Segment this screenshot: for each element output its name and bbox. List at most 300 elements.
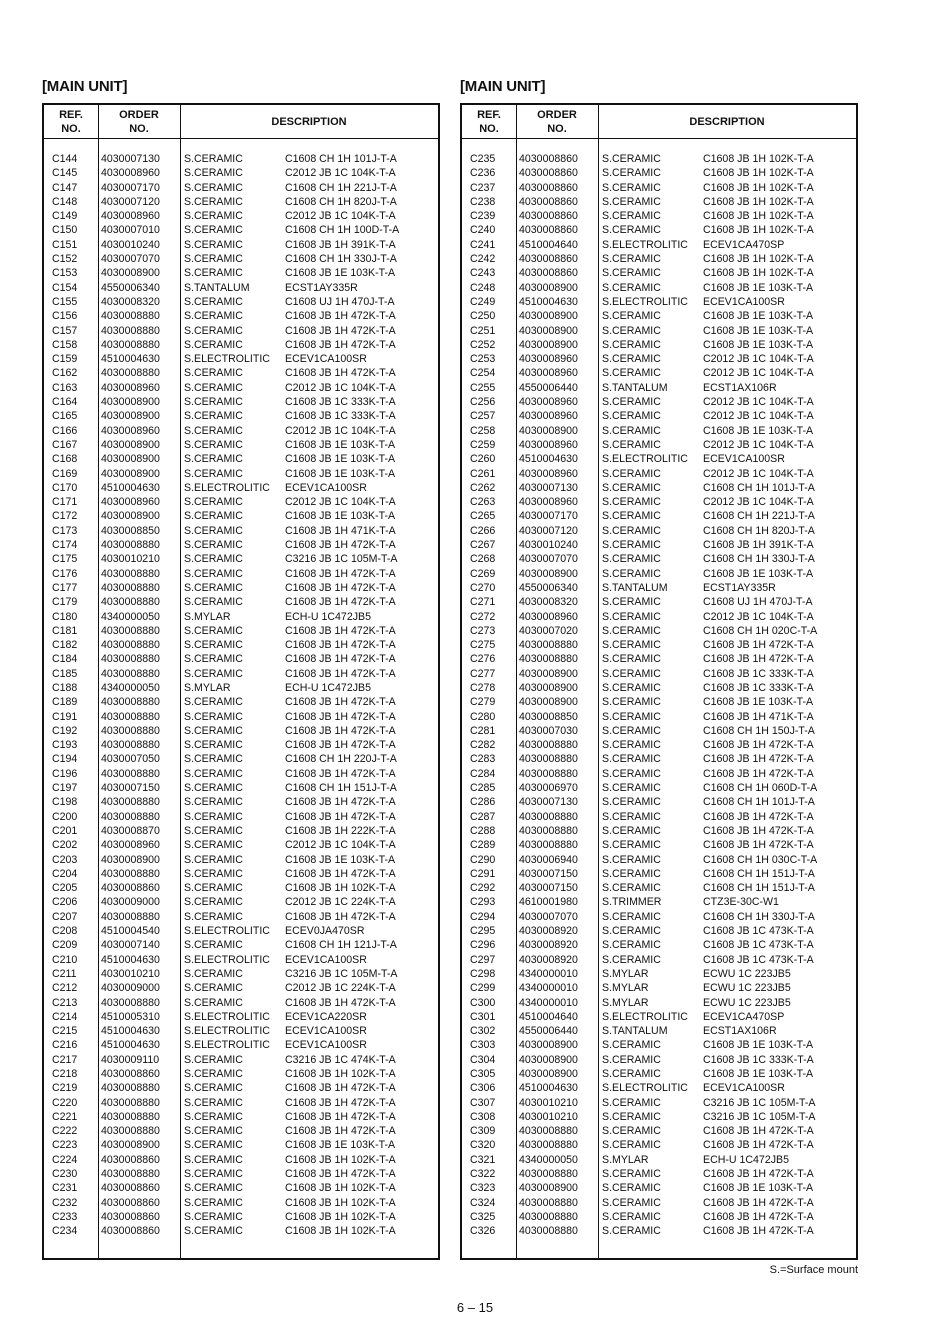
order-no-cell: 4030007150 bbox=[519, 882, 578, 895]
order-no-cell: 4030008960 bbox=[101, 496, 160, 509]
ref-no-cell: C206 bbox=[52, 896, 78, 909]
table-row bbox=[44, 209, 438, 223]
ref-no-cell: C282 bbox=[470, 739, 496, 752]
order-no-cell: 4030008860 bbox=[519, 267, 578, 280]
part-number-cell: C1608 JB 1H 472K-T-A bbox=[285, 696, 396, 709]
part-number-cell: C1608 JB 1E 103K-T-A bbox=[285, 1139, 396, 1152]
ref-no-cell: C294 bbox=[470, 910, 496, 923]
order-no-cell: 4030008960 bbox=[519, 367, 578, 380]
ref-no-cell: C185 bbox=[52, 667, 78, 680]
table-row bbox=[462, 581, 856, 595]
part-type-cell: S.CERAMIC bbox=[602, 167, 661, 180]
part-type-cell: S.CERAMIC bbox=[602, 438, 661, 451]
part-number-cell: C3216 JB 1C 105M-T-A bbox=[703, 1096, 816, 1109]
part-number-cell: C1608 CH 1H 220J-T-A bbox=[285, 753, 397, 766]
part-number-cell: C2012 JB 1C 104K-T-A bbox=[703, 367, 814, 380]
table-row bbox=[462, 324, 856, 338]
part-type-cell: S.CERAMIC bbox=[602, 310, 661, 323]
part-number-cell: C1608 JB 1H 472K-T-A bbox=[703, 739, 814, 752]
table-row bbox=[44, 338, 438, 352]
part-number-cell: C1608 JB 1E 103K-T-A bbox=[703, 696, 814, 709]
table-row bbox=[44, 495, 438, 509]
order-no-cell: 4030008960 bbox=[101, 210, 160, 223]
part-number-cell: C1608 JB 1E 103K-T-A bbox=[703, 567, 814, 580]
part-type-cell: S.CERAMIC bbox=[184, 667, 243, 680]
table-row bbox=[44, 895, 438, 909]
part-number-cell: ECEV1CA100SR bbox=[285, 353, 367, 366]
table-row bbox=[44, 1096, 438, 1110]
part-type-cell: S.MYLAR bbox=[602, 982, 649, 995]
ref-no-cell: C184 bbox=[52, 653, 78, 666]
table-row bbox=[44, 624, 438, 638]
ref-no-cell: C177 bbox=[52, 581, 78, 594]
order-no-cell: 4030008960 bbox=[101, 839, 160, 852]
table-row bbox=[44, 381, 438, 395]
ref-no-cell: C164 bbox=[52, 396, 78, 409]
table-row bbox=[462, 509, 856, 523]
part-number-cell: C1608 JB 1H 472K-T-A bbox=[285, 1168, 396, 1181]
part-number-cell: C1608 CH 1H 151J-T-A bbox=[703, 882, 815, 895]
ref-no-cell: C212 bbox=[52, 982, 78, 995]
part-number-cell: C1608 CH 1H 101J-T-A bbox=[285, 153, 397, 165]
table-rows bbox=[44, 152, 438, 1239]
ref-no-cell: C237 bbox=[470, 181, 496, 194]
ref-no-cell: C242 bbox=[470, 253, 496, 266]
table-row bbox=[462, 1167, 856, 1181]
table-row bbox=[44, 409, 438, 423]
ref-no-cell: C292 bbox=[470, 882, 496, 895]
table-row bbox=[462, 567, 856, 581]
order-no-cell: 4030008880 bbox=[101, 596, 160, 609]
part-type-cell: S.CERAMIC bbox=[602, 1196, 661, 1209]
ref-no-cell: C270 bbox=[470, 581, 496, 594]
part-number-cell: C1608 JB 1C 333K-T-A bbox=[703, 1053, 814, 1066]
part-number-cell: ECEV1CA470SP bbox=[703, 238, 785, 251]
part-number-cell: C1608 JB 1H 102K-T-A bbox=[703, 167, 814, 180]
part-number-cell: C1608 JB 1C 333K-T-A bbox=[703, 681, 814, 694]
order-no-cell: 4030008880 bbox=[519, 767, 578, 780]
table-row bbox=[44, 953, 438, 967]
table-row bbox=[462, 395, 856, 409]
part-type-cell: S.CERAMIC bbox=[184, 338, 243, 351]
part-type-cell: S.CERAMIC bbox=[184, 753, 243, 766]
part-type-cell: S.CERAMIC bbox=[602, 1110, 661, 1123]
part-number-cell: C2012 JB 1C 104K-T-A bbox=[285, 424, 396, 437]
table-row bbox=[462, 438, 856, 452]
part-number-cell: C1608 JB 1H 472K-T-A bbox=[285, 1110, 396, 1123]
ref-no-cell: C168 bbox=[52, 453, 78, 466]
ref-no-cell: C262 bbox=[470, 481, 496, 494]
ref-no-cell: C253 bbox=[470, 353, 496, 366]
ref-no-cell: C289 bbox=[470, 839, 496, 852]
table-row bbox=[44, 795, 438, 809]
table-row bbox=[462, 209, 856, 223]
part-number-cell: C1608 CH 1H 151J-T-A bbox=[285, 782, 397, 795]
ref-no-cell: C150 bbox=[52, 224, 78, 237]
table-row bbox=[462, 910, 856, 924]
table-row bbox=[462, 409, 856, 423]
ref-no-cell: C277 bbox=[470, 667, 496, 680]
order-no-cell: 4030008900 bbox=[101, 410, 160, 423]
order-no-cell: 4030008850 bbox=[519, 710, 578, 723]
ref-no-cell: C297 bbox=[470, 953, 496, 966]
part-number-cell: C1608 CH 1H 020C-T-A bbox=[703, 624, 818, 637]
table-row bbox=[462, 1067, 856, 1081]
order-no-cell: 4030008900 bbox=[101, 438, 160, 451]
order-no-cell: 4030008880 bbox=[519, 739, 578, 752]
order-no-cell: 4030008880 bbox=[519, 653, 578, 666]
ref-no-cell: C176 bbox=[52, 567, 78, 580]
ref-no-cell: C211 bbox=[52, 967, 77, 980]
part-number-cell: C1608 CH 1H 150J-T-A bbox=[703, 724, 815, 737]
part-type-cell: S.CERAMIC bbox=[184, 1053, 243, 1066]
part-number-cell: C1608 JB 1C 473K-T-A bbox=[703, 939, 814, 952]
part-number-cell: C2012 JB 1C 224K-T-A bbox=[285, 982, 396, 995]
part-type-cell: S.ELECTROLITIC bbox=[602, 295, 688, 308]
table-row bbox=[44, 1081, 438, 1095]
order-no-cell: 4030007050 bbox=[101, 753, 160, 766]
part-type-cell: S.CERAMIC bbox=[602, 1068, 661, 1080]
order-no-cell: 4030008860 bbox=[101, 1210, 160, 1223]
order-no-cell: 4030008860 bbox=[519, 181, 578, 194]
part-number-cell: C1608 JB 1H 391K-T-A bbox=[285, 238, 396, 251]
part-number-cell: C1608 JB 1C 473K-T-A bbox=[703, 925, 814, 938]
table-row bbox=[462, 795, 856, 809]
order-no-cell: 4030008960 bbox=[519, 467, 578, 480]
part-number-cell: C1608 JB 1H 472K-T-A bbox=[285, 310, 396, 323]
order-no-cell: 4030007140 bbox=[101, 939, 160, 952]
table-row bbox=[44, 710, 438, 724]
order-no-cell: 4030008860 bbox=[101, 882, 160, 895]
order-no-cell: 4340000050 bbox=[101, 681, 160, 694]
part-type-cell: S.CERAMIC bbox=[602, 324, 661, 337]
order-no-cell: 4030008880 bbox=[101, 653, 160, 666]
part-number-cell: ECEV1CA100SR bbox=[703, 1082, 785, 1095]
order-no-cell: 4030008860 bbox=[101, 1153, 160, 1166]
part-type-cell: S.CERAMIC bbox=[184, 553, 243, 566]
part-type-cell: S.CERAMIC bbox=[184, 367, 243, 380]
ref-no-cell: C302 bbox=[470, 1025, 496, 1038]
part-type-cell: S.CERAMIC bbox=[184, 295, 243, 308]
part-number-cell: C1608 JB 1E 103K-T-A bbox=[285, 853, 396, 866]
part-number-cell: ECEV1CA100SR bbox=[703, 295, 785, 308]
order-no-cell: 4030008320 bbox=[101, 295, 160, 308]
order-no-cell: 4030008880 bbox=[101, 367, 160, 380]
ref-no-cell: C217 bbox=[52, 1053, 78, 1066]
ref-no-cell: C235 bbox=[470, 153, 496, 165]
part-type-cell: S.TANTALUM bbox=[602, 1025, 668, 1038]
order-no-cell: 4030008860 bbox=[101, 1225, 160, 1238]
order-no-cell: 4030007150 bbox=[519, 867, 578, 880]
order-no-cell: 4030009110 bbox=[101, 1053, 160, 1066]
part-number-cell: C3216 JB 1C 105M-T-A bbox=[703, 1110, 816, 1123]
order-no-cell: 4340000050 bbox=[101, 610, 160, 623]
order-no-cell: 4030008880 bbox=[519, 753, 578, 766]
order-no-cell: 4030008960 bbox=[519, 396, 578, 409]
part-number-cell: C1608 JB 1H 472K-T-A bbox=[285, 867, 396, 880]
ref-no-cell: C234 bbox=[52, 1225, 78, 1238]
order-no-cell: 4030008960 bbox=[101, 424, 160, 437]
header-divider bbox=[44, 138, 438, 139]
part-type-cell: S.CERAMIC bbox=[602, 1210, 661, 1223]
table-row bbox=[462, 881, 856, 895]
ref-no-cell: C218 bbox=[52, 1068, 78, 1080]
part-type-cell: S.CERAMIC bbox=[184, 424, 243, 437]
ref-no-cell: C159 bbox=[52, 353, 78, 366]
part-number-cell: C1608 JB 1H 472K-T-A bbox=[285, 739, 396, 752]
part-type-cell: S.CERAMIC bbox=[602, 224, 661, 237]
table-row bbox=[44, 1224, 438, 1238]
part-number-cell: C1608 CH 1H 221J-T-A bbox=[285, 181, 397, 194]
part-number-cell: C1608 JB 1E 103K-T-A bbox=[703, 1039, 814, 1052]
part-type-cell: S.CERAMIC bbox=[184, 496, 243, 509]
ref-no-cell: C181 bbox=[52, 624, 78, 637]
table-row bbox=[44, 1038, 438, 1052]
part-type-cell: S.CERAMIC bbox=[602, 510, 661, 523]
order-no-cell: 4030008880 bbox=[101, 639, 160, 652]
part-type-cell: S.CERAMIC bbox=[184, 210, 243, 223]
order-no-cell: 4030008880 bbox=[101, 996, 160, 1009]
part-number-cell: C1608 JB 1C 333K-T-A bbox=[285, 410, 396, 423]
part-number-cell: ECEV0JA470SR bbox=[285, 925, 365, 938]
ref-no-cell: C261 bbox=[470, 467, 496, 480]
ref-no-cell: C198 bbox=[52, 796, 78, 809]
order-no-cell: 4030008900 bbox=[519, 1039, 578, 1052]
ref-no-cell: C258 bbox=[470, 424, 496, 437]
part-number-cell: C1608 JB 1H 472K-T-A bbox=[285, 796, 396, 809]
part-number-cell: C1608 JB 1H 472K-T-A bbox=[285, 367, 396, 380]
ref-no-cell: C326 bbox=[470, 1225, 496, 1238]
order-no-cell: 4030008880 bbox=[101, 796, 160, 809]
order-no-cell: 4030008880 bbox=[101, 710, 160, 723]
table-row bbox=[462, 1081, 856, 1095]
part-type-cell: S.CERAMIC bbox=[184, 267, 243, 280]
table-row bbox=[462, 338, 856, 352]
order-no-cell: 4030008880 bbox=[519, 1196, 578, 1209]
order-no-cell: 4550006340 bbox=[101, 281, 160, 294]
part-number-cell: C1608 JB 1H 102K-T-A bbox=[285, 1068, 396, 1080]
order-no-cell: 4030008900 bbox=[519, 310, 578, 323]
part-number-cell: C2012 JB 1C 104K-T-A bbox=[703, 353, 814, 366]
order-no-cell: 4030007150 bbox=[101, 782, 160, 795]
part-number-cell: ECH-U 1C472JB5 bbox=[285, 610, 371, 623]
ref-no-cell: C288 bbox=[470, 824, 496, 837]
ref-no-cell: C207 bbox=[52, 910, 78, 923]
part-number-cell: C1608 JB 1H 472K-T-A bbox=[703, 1225, 814, 1238]
order-no-cell: 4030007130 bbox=[101, 153, 160, 165]
part-type-cell: S.CERAMIC bbox=[602, 496, 661, 509]
part-type-cell: S.CERAMIC bbox=[184, 724, 243, 737]
part-number-cell: C1608 JB 1H 102K-T-A bbox=[285, 1182, 396, 1195]
part-number-cell: C1608 CH 1H 221J-T-A bbox=[703, 510, 815, 523]
part-type-cell: S.CERAMIC bbox=[184, 324, 243, 337]
part-type-cell: S.TANTALUM bbox=[602, 381, 668, 394]
ref-no-cell: C171 bbox=[52, 496, 78, 509]
table-row bbox=[44, 424, 438, 438]
order-no-cell: 4030008900 bbox=[519, 281, 578, 294]
part-type-cell: S.CERAMIC bbox=[602, 539, 661, 552]
part-type-cell: S.CERAMIC bbox=[184, 1182, 243, 1195]
ref-no-cell: C189 bbox=[52, 696, 78, 709]
part-type-cell: S.MYLAR bbox=[602, 967, 649, 980]
ref-no-cell: C182 bbox=[52, 639, 78, 652]
part-type-cell: S.CERAMIC bbox=[184, 882, 243, 895]
table-row bbox=[44, 695, 438, 709]
ref-no-cell: C210 bbox=[52, 953, 78, 966]
part-number-cell: C1608 JB 1H 102K-T-A bbox=[285, 1153, 396, 1166]
order-no-cell: 4510004630 bbox=[101, 1039, 160, 1052]
part-type-cell: S.CERAMIC bbox=[184, 639, 243, 652]
part-type-cell: S.CERAMIC bbox=[602, 710, 661, 723]
table-row bbox=[462, 1210, 856, 1224]
ref-no-cell: C251 bbox=[470, 324, 496, 337]
table-row bbox=[44, 452, 438, 466]
part-number-cell: C2012 JB 1C 104K-T-A bbox=[703, 396, 814, 409]
part-type-cell: S.MYLAR bbox=[184, 610, 231, 623]
part-type-cell: S.CERAMIC bbox=[602, 681, 661, 694]
part-type-cell: S.TRIMMER bbox=[602, 896, 662, 909]
table-row bbox=[462, 309, 856, 323]
ref-no-cell: C325 bbox=[470, 1210, 496, 1223]
order-no-cell: 4030008880 bbox=[101, 696, 160, 709]
table-row bbox=[44, 1196, 438, 1210]
table-row bbox=[44, 996, 438, 1010]
ref-no-cell: C268 bbox=[470, 553, 496, 566]
ref-no-cell: C148 bbox=[52, 195, 78, 208]
ref-no-cell: C196 bbox=[52, 767, 78, 780]
order-no-cell: 4030008860 bbox=[519, 153, 578, 165]
part-type-cell: S.ELECTROLITIC bbox=[184, 353, 270, 366]
table-row bbox=[462, 181, 856, 195]
part-type-cell: S.CERAMIC bbox=[184, 581, 243, 594]
part-type-cell: S.CERAMIC bbox=[184, 982, 243, 995]
page-number: 6 – 15 bbox=[456, 1300, 494, 1315]
part-type-cell: S.CERAMIC bbox=[602, 424, 661, 437]
part-type-cell: S.CERAMIC bbox=[184, 853, 243, 866]
part-type-cell: S.CERAMIC bbox=[602, 410, 661, 423]
part-number-cell: C1608 JB 1H 472K-T-A bbox=[285, 624, 396, 637]
table-row bbox=[462, 996, 856, 1010]
order-no-cell: 4030008860 bbox=[101, 1182, 160, 1195]
part-number-cell: C1608 CH 1H 060D-T-A bbox=[703, 782, 818, 795]
part-number-cell: C2012 JB 1C 224K-T-A bbox=[285, 896, 396, 909]
part-number-cell: C1608 JB 1H 472K-T-A bbox=[285, 910, 396, 923]
table-row bbox=[44, 781, 438, 795]
order-no-cell: 4030008320 bbox=[519, 596, 578, 609]
ref-no-cell: C165 bbox=[52, 410, 78, 423]
part-type-cell: S.CERAMIC bbox=[184, 1196, 243, 1209]
ref-no-cell: C208 bbox=[52, 925, 78, 938]
order-no-cell: 4030007070 bbox=[519, 910, 578, 923]
part-number-cell: C2012 JB 1C 104K-T-A bbox=[703, 410, 814, 423]
order-no-cell: 4550006340 bbox=[519, 581, 578, 594]
order-no-cell: 4340000010 bbox=[519, 982, 578, 995]
table-row bbox=[462, 266, 856, 280]
ref-no-cell: C276 bbox=[470, 653, 496, 666]
part-type-cell: S.CERAMIC bbox=[602, 1182, 661, 1195]
header-ref-no: REF. NO. bbox=[477, 108, 501, 135]
table-row bbox=[462, 681, 856, 695]
table-row bbox=[44, 938, 438, 952]
table-row bbox=[462, 1124, 856, 1138]
ref-no-cell: C265 bbox=[470, 510, 496, 523]
order-no-cell: 4030008900 bbox=[519, 1068, 578, 1080]
table-row bbox=[462, 1181, 856, 1195]
part-type-cell: S.CERAMIC bbox=[602, 1053, 661, 1066]
ref-no-cell: C193 bbox=[52, 739, 78, 752]
ref-no-cell: C322 bbox=[470, 1168, 496, 1181]
order-no-cell: 4030008920 bbox=[519, 953, 578, 966]
part-number-cell: ECEV1CA100SR bbox=[285, 481, 367, 494]
part-number-cell: ECST1AX106R bbox=[703, 1025, 777, 1038]
ref-no-cell: C295 bbox=[470, 925, 496, 938]
order-no-cell: 4340000050 bbox=[519, 1153, 578, 1166]
order-no-cell: 4030008880 bbox=[101, 567, 160, 580]
part-type-cell: S.CERAMIC bbox=[184, 1096, 243, 1109]
ref-no-cell: C232 bbox=[52, 1196, 78, 1209]
part-number-cell: C1608 JB 1E 103K-T-A bbox=[285, 510, 396, 523]
table-rows bbox=[462, 152, 856, 1239]
part-type-cell: S.CERAMIC bbox=[602, 882, 661, 895]
part-number-cell: C1608 CH 1H 101J-T-A bbox=[703, 796, 815, 809]
parts-table-left bbox=[42, 103, 440, 1260]
part-type-cell: S.CERAMIC bbox=[184, 153, 243, 165]
ref-no-cell: C175 bbox=[52, 553, 78, 566]
ref-no-cell: C290 bbox=[470, 853, 496, 866]
ref-no-cell: C293 bbox=[470, 896, 496, 909]
part-number-cell: C1608 JB 1H 472K-T-A bbox=[703, 1210, 814, 1223]
part-type-cell: S.CERAMIC bbox=[184, 939, 243, 952]
table-row bbox=[44, 238, 438, 252]
order-no-cell: 4030008880 bbox=[101, 324, 160, 337]
part-type-cell: S.CERAMIC bbox=[602, 939, 661, 952]
order-no-cell: 4030008880 bbox=[519, 810, 578, 823]
ref-no-cell: C320 bbox=[470, 1139, 496, 1152]
part-number-cell: C1608 JB 1E 103K-T-A bbox=[703, 310, 814, 323]
table-row bbox=[44, 481, 438, 495]
part-number-cell: C1608 JB 1E 103K-T-A bbox=[285, 438, 396, 451]
order-no-cell: 4030008860 bbox=[519, 253, 578, 266]
order-no-cell: 4030008900 bbox=[519, 667, 578, 680]
ref-no-cell: C291 bbox=[470, 867, 496, 880]
header-divider bbox=[462, 138, 856, 139]
ref-no-cell: C303 bbox=[470, 1039, 496, 1052]
table-row bbox=[462, 295, 856, 309]
ref-no-cell: C306 bbox=[470, 1082, 496, 1095]
part-number-cell: C3216 JB 1C 105M-T-A bbox=[285, 967, 398, 980]
ref-no-cell: C243 bbox=[470, 267, 496, 280]
table-row bbox=[462, 152, 856, 166]
order-no-cell: 4030008900 bbox=[101, 853, 160, 866]
part-number-cell: C1608 JB 1E 103K-T-A bbox=[285, 453, 396, 466]
ref-no-cell: C252 bbox=[470, 338, 496, 351]
ref-no-cell: C296 bbox=[470, 939, 496, 952]
table-row bbox=[462, 467, 856, 481]
part-number-cell: C1608 JB 1H 102K-T-A bbox=[703, 224, 814, 237]
table-row bbox=[462, 924, 856, 938]
order-no-cell: 4030008900 bbox=[101, 453, 160, 466]
part-number-cell: ECST1AY335R bbox=[703, 581, 776, 594]
ref-no-cell: C170 bbox=[52, 481, 78, 494]
order-no-cell: 4030008960 bbox=[519, 410, 578, 423]
part-type-cell: S.CERAMIC bbox=[184, 453, 243, 466]
ref-no-cell: C250 bbox=[470, 310, 496, 323]
table-row bbox=[462, 695, 856, 709]
part-type-cell: S.CERAMIC bbox=[602, 253, 661, 266]
order-no-cell: 4510004630 bbox=[519, 453, 578, 466]
order-no-cell: 4030008880 bbox=[101, 910, 160, 923]
order-no-cell: 4030008960 bbox=[519, 610, 578, 623]
